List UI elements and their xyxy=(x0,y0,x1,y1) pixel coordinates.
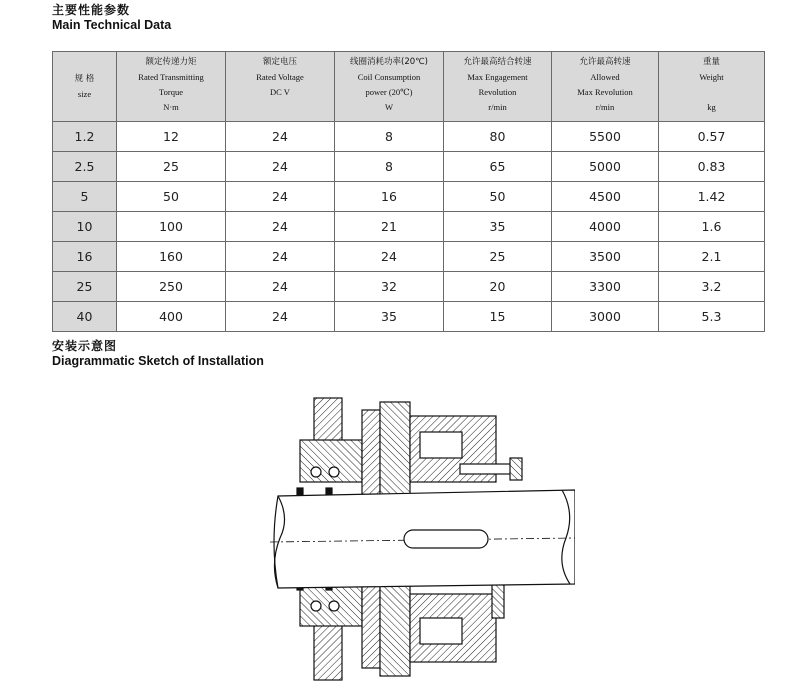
bearing-ball xyxy=(329,601,339,611)
cell-voltage: 24 xyxy=(226,242,335,272)
cell-size: 1.2 xyxy=(53,122,117,152)
cell-revolution: 5000 xyxy=(552,152,659,182)
bearing-ball xyxy=(311,601,321,611)
technical-data-title-en: Main Technical Data xyxy=(52,17,172,32)
header-weight xyxy=(659,52,765,122)
header-cn: 允许最高结合转速 xyxy=(463,57,532,67)
cell-torque: 12 xyxy=(117,122,226,152)
header-en: Rated Voltage xyxy=(256,72,304,82)
cell-size: 16 xyxy=(53,242,117,272)
keyway xyxy=(404,530,488,548)
header-max-engagement xyxy=(444,52,552,122)
cell-torque: 25 xyxy=(117,152,226,182)
cell-voltage: 24 xyxy=(226,302,335,332)
cell-weight: 1.42 xyxy=(659,182,765,212)
table-row xyxy=(53,272,765,302)
cell-weight: 2.1 xyxy=(659,242,765,272)
table-header-row xyxy=(53,52,765,122)
header-en: Revolution xyxy=(478,87,517,97)
header-en: Max Revolution xyxy=(577,87,633,97)
table-row xyxy=(53,302,765,332)
header-cn: 额定传递力矩 xyxy=(145,57,197,67)
screw xyxy=(460,464,516,474)
cell-revolution: 4000 xyxy=(552,212,659,242)
header-unit: DC V xyxy=(270,87,290,97)
header-en: Allowed xyxy=(590,72,620,82)
table-row xyxy=(53,122,765,152)
header-unit: W xyxy=(384,102,394,112)
cell-revolution: 3500 xyxy=(552,242,659,272)
cell-power: 8 xyxy=(335,122,444,152)
bearing-ball xyxy=(329,467,339,477)
cell-voltage: 24 xyxy=(226,212,335,242)
cell-weight: 0.83 xyxy=(659,152,765,182)
technical-data-heading xyxy=(52,4,171,32)
header-coil-power xyxy=(335,52,444,122)
cell-weight: 1.6 xyxy=(659,212,765,242)
header-unit: kg xyxy=(707,102,716,112)
cell-engagement: 15 xyxy=(444,302,552,332)
header-cn: 额定电压 xyxy=(262,57,297,67)
header-size xyxy=(53,52,117,122)
cell-engagement: 20 xyxy=(444,272,552,302)
header-en: Weight xyxy=(699,72,724,82)
cell-torque: 250 xyxy=(117,272,226,302)
header-cn: 线圈消耗功率(20℃) xyxy=(350,57,428,67)
header-cn: 规 格 xyxy=(74,73,95,84)
cell-torque: 160 xyxy=(117,242,226,272)
cell-size: 2.5 xyxy=(53,152,117,182)
header-torque xyxy=(117,52,226,122)
cell-voltage: 24 xyxy=(226,182,335,212)
cell-weight: 3.2 xyxy=(659,272,765,302)
header-unit: r/min xyxy=(488,102,507,112)
header-cn: 重量 xyxy=(702,57,720,67)
cell-weight: 0.57 xyxy=(659,122,765,152)
table-row xyxy=(53,212,765,242)
header-voltage xyxy=(226,52,335,122)
cell-size: 40 xyxy=(53,302,117,332)
table-row xyxy=(53,182,765,212)
header-unit: N·m xyxy=(163,102,179,112)
header-en: size xyxy=(77,88,92,99)
header-en: Coil Consumption xyxy=(357,72,421,82)
screw xyxy=(492,584,504,618)
cell-voltage: 24 xyxy=(226,152,335,182)
header-en: Torque xyxy=(159,87,183,97)
cell-size: 10 xyxy=(53,212,117,242)
cell-revolution: 4500 xyxy=(552,182,659,212)
cell-size: 25 xyxy=(53,272,117,302)
cell-power: 8 xyxy=(335,152,444,182)
table-row xyxy=(53,152,765,182)
cell-engagement: 50 xyxy=(444,182,552,212)
cell-power: 24 xyxy=(335,242,444,272)
cell-torque: 100 xyxy=(117,212,226,242)
cell-voltage: 24 xyxy=(226,272,335,302)
header-max-revolution xyxy=(552,52,659,122)
bearing-ball xyxy=(311,467,321,477)
cell-torque: 400 xyxy=(117,302,226,332)
cell-engagement: 35 xyxy=(444,212,552,242)
installation-title-en: Diagrammatic Sketch of Installation xyxy=(52,353,264,368)
cell-revolution: 3000 xyxy=(552,302,659,332)
cell-engagement: 25 xyxy=(444,242,552,272)
cell-revolution: 5500 xyxy=(552,122,659,152)
cell-power: 35 xyxy=(335,302,444,332)
cell-torque: 50 xyxy=(117,182,226,212)
cell-engagement: 65 xyxy=(444,152,552,182)
header-unit: r/min xyxy=(595,102,615,112)
sprocket-bottom xyxy=(314,620,342,680)
header-en: Rated Transmitting xyxy=(138,72,204,82)
installation-heading xyxy=(52,340,264,368)
header-en: Max Engagement xyxy=(467,72,528,82)
cell-weight: 5.3 xyxy=(659,302,765,332)
cell-power: 21 xyxy=(335,212,444,242)
cell-size: 5 xyxy=(53,182,117,212)
cell-voltage: 24 xyxy=(226,122,335,152)
header-en: power (20℃) xyxy=(365,87,413,97)
installation-sketch xyxy=(270,388,575,693)
technical-data-table xyxy=(52,51,765,332)
cell-power: 16 xyxy=(335,182,444,212)
technical-data-title-cn: 主要性能参数 xyxy=(52,3,131,17)
header-cn: 允许最高转速 xyxy=(579,57,631,67)
table-row xyxy=(53,242,765,272)
cell-revolution: 3300 xyxy=(552,272,659,302)
cell-power: 32 xyxy=(335,272,444,302)
cell-engagement: 80 xyxy=(444,122,552,152)
installation-title-cn: 安装示意图 xyxy=(52,339,118,353)
